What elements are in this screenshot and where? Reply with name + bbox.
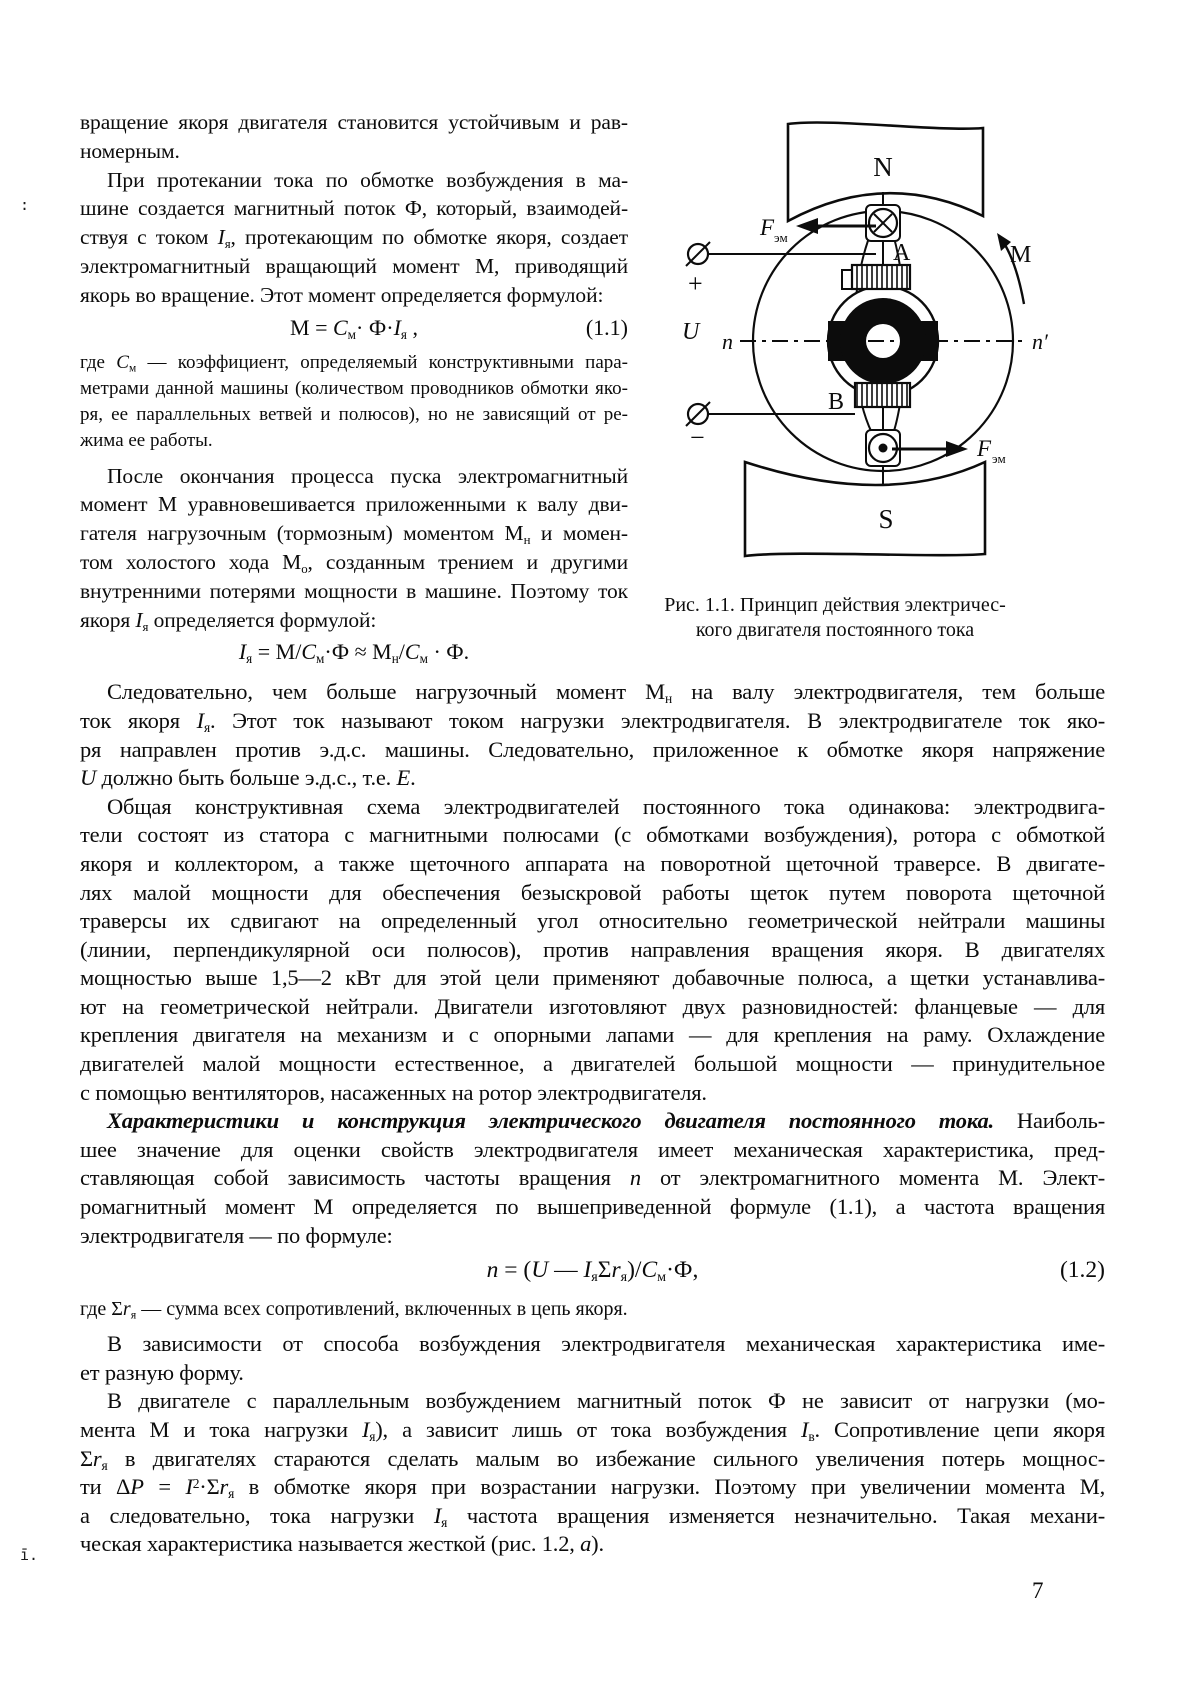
label-axis-n-prime: n′	[1032, 329, 1048, 354]
paragraph	[80, 108, 628, 166]
paragraph	[80, 166, 628, 310]
text-line: гателя нагрузочным (тормозным) моментом $М_н$ и момен-	[80, 521, 628, 548]
text-line: Характеристики и конструкция электрического двигателя постоянного тока. Наиболь-	[107, 1108, 1105, 1134]
text-line: ти $\Delta P = I^2\cdot\Sigma r_я$ в обмотке якоря при возрастании нагрузки. Поэтому при увеличении момента М,	[80, 1474, 1105, 1502]
current-out-of-page-icon	[879, 444, 888, 453]
label-axis-n: n	[722, 329, 733, 354]
paragraph	[80, 678, 1105, 792]
figure-caption	[645, 593, 1025, 643]
text-line: шее значение для оценки свойств электродвигателя имеет механическая характеристика, пред-	[80, 1136, 1105, 1162]
text-line: ставляющая собой зависимость частоты вращения n от электромагнитного момента М. Элект-	[80, 1165, 1105, 1191]
text-line: В двигателе с параллельным возбуждением магнитный поток Ф не зависит от нагрузки (мо-	[107, 1388, 1105, 1414]
dc-motor-diagram	[640, 94, 1105, 574]
text-line: $\Sigma r_я$ в двигателях стараются сделать малым во избежание сильного увеличения потерь мощнос-	[80, 1445, 1105, 1473]
text-line: где $\Sigma r_я$ — сумма всех сопротивлений, включенных в цепь якоря.	[80, 1298, 628, 1322]
paragraph	[80, 350, 628, 454]
text-line: (линии, перпендикулярной оси полюсов), против направления вращения якоря. В двигателях	[80, 936, 1105, 962]
figure-area	[640, 94, 1105, 643]
formula-row	[80, 1250, 1105, 1290]
formula: n = (U — $I_я\Sigma r_я)/С_м\cdot Ф$,	[486, 1257, 699, 1286]
formula-row	[80, 310, 628, 346]
text-line: тели состоят из статора с магнитными полюсами (с обмотками возбуждения), ротора с обмоткой	[80, 822, 1105, 848]
text-line: ствуя с током $I_я$, протекающим по обмотке якоря, создает	[80, 225, 628, 252]
text-line: электродвигателя — по формуле:	[80, 1222, 393, 1248]
text-line: Общая конструктивная схема электродвигателей постоянного тока одинакова: электродвига-	[107, 793, 1105, 819]
text-line: жима ее работы.	[80, 429, 213, 451]
label-force-top: F	[760, 215, 775, 240]
text-line: где $С_м$ — коэффициент, определяемый конструктивными пара-	[80, 351, 628, 374]
label-voltage-u: U	[682, 319, 700, 345]
text-line: момент М уравновешивается приложенными к валу дви-	[80, 492, 628, 517]
plus-sign: +	[688, 269, 703, 298]
text-line: U должно быть больше э.д.с., т.е. Е.	[80, 765, 416, 791]
text-line: траверсы их сдвигают на определенный угол относительно геометрической нейтрали машины	[80, 908, 1105, 934]
text-line: мощностью выше 1,5—2 кВт для этой цели применяют добавочные полюса, а щетки устанавлива-	[80, 965, 1105, 991]
formula-number: (1.1)	[585, 314, 628, 340]
commutator-bottom	[855, 383, 910, 407]
figure-caption-line2: кого двигателя постоянного тока	[695, 619, 975, 641]
text-line: с помощью вентиляторов, насаженных на ротор электродвигателя.	[80, 1079, 707, 1105]
text-line: лях малой мощности для обеспечения безыскровой работы щеток путем поворота щеточной	[80, 879, 1105, 905]
text-line: вращение якоря двигателя становится устойчивым и рав-	[80, 110, 628, 134]
label-brush-b: B	[828, 389, 845, 415]
paragraph	[80, 1107, 1105, 1250]
paragraph	[80, 1294, 1105, 1324]
commutator-top	[852, 265, 910, 289]
text-line: мента М и тока нагрузки $I_я$), а зависит лишь от тока возбуждения $I_в$. Сопротивление цепи якоря	[80, 1417, 1105, 1445]
text-line: крепления двигателя на механизм и с опорными лапами — для крепления на раму. Охлаждение	[80, 1022, 1105, 1048]
text-line: ря направлен против э.д.с. машины. Следовательно, приложенное к обмотке якоря напряжение	[80, 736, 1105, 762]
paragraph	[80, 462, 628, 635]
text-line: том холостого хода $М_о$, созданным трением и другими	[80, 549, 628, 576]
s-pole-shape	[745, 462, 985, 556]
figure-caption-line1: Рис. 1.1. Принцип действия электричес-	[664, 594, 1006, 616]
text-line: якоря и коллектором, а также щеточного аппарата на поворотной щеточной траверсе. В двигате-	[80, 850, 1105, 876]
text-line: После окончания процесса пуска электромагнитный	[107, 463, 628, 488]
left-text-column	[80, 94, 628, 670]
text-line: а следовательно, тока нагрузки $I_я$ частота вращения изменяется незначительно. Такая механи-	[80, 1502, 1105, 1530]
top-section	[80, 94, 1105, 670]
text-line: номерным.	[80, 138, 180, 163]
text-line: метрами данной машины (количеством проводников обмотки яко-	[80, 377, 628, 399]
text-line: двигателей малой мощности естественное, а двигателей большой мощности — принудительное	[80, 1051, 1105, 1077]
text-line: ческая характеристика называется жесткой (рис. 1.2, а).	[80, 1531, 604, 1557]
page-number: 7	[1032, 1578, 1044, 1603]
label-brush-a: A	[893, 240, 911, 266]
torque-arrowhead	[997, 233, 1011, 251]
formula: $I_я = М/С_м\cdot Ф \approx М_н/С_м \cdot Ф$.	[238, 639, 470, 667]
scan-artifact: :	[20, 196, 30, 214]
paragraph	[80, 793, 1105, 1108]
label-force-top-sub: эм	[774, 230, 788, 245]
label-s-pole: S	[878, 504, 894, 534]
text-line: ток якоря $I_я$. Этот ток называют током нагрузки электродвигателя. В электродвигателе ток яко-	[80, 707, 1105, 735]
text-line: якоря $I_я$ определяется формулой:	[80, 607, 377, 634]
formula-row	[80, 634, 628, 670]
text-line: внутренними потерями мощности в машине. Поэтому ток	[80, 578, 628, 603]
text-line: Следовательно, чем больше нагрузочный момент $М_н$ на валу электродвигателя, тем больше	[107, 679, 1105, 707]
text-line: В зависимости от способа возбуждения электродвигателя механическая характеристика име-	[107, 1331, 1105, 1357]
brush-step-top	[842, 270, 852, 289]
page-content	[80, 94, 1105, 1559]
label-n-pole: N	[873, 152, 893, 182]
label-force-bottom-sub: эм	[992, 451, 1006, 466]
text-line: якорь во вращение. Этот момент определяется формулой:	[80, 282, 604, 307]
text-line: При протекании тока по обмотке возбуждения в ма-	[107, 167, 628, 192]
text-line: ромагнитный момент М определяется по вышеприведенной формуле (1.1), а частота вращения	[80, 1194, 1105, 1220]
paragraph	[80, 1387, 1105, 1559]
formula-number: (1.2)	[1059, 1257, 1105, 1284]
text-line: ют на геометрической нейтрали. Двигатели изготовляют двух разновидностей: фланцевые — для	[80, 993, 1105, 1019]
scan-artifact: ī.	[20, 1546, 39, 1564]
text-line: электромагнитный вращающий момент М, приводящий	[80, 253, 628, 278]
text-line: шине создается магнитный поток Ф, который, взаимодей-	[80, 196, 628, 221]
force-arrowhead-top	[796, 218, 818, 234]
label-force-bottom: F	[977, 436, 992, 461]
paragraph	[80, 1330, 1105, 1387]
body-text-section	[80, 678, 1105, 1559]
text-line: ря, ее параллельных ветвей и полюсов), но не зависящий от ре-	[80, 403, 628, 425]
minus-sign: −	[690, 423, 705, 452]
text-line: ет разную форму.	[80, 1359, 244, 1385]
label-torque-m: M	[1010, 242, 1032, 268]
formula: $М = С_м\cdot Ф\cdot I_я$ ,	[290, 314, 418, 342]
